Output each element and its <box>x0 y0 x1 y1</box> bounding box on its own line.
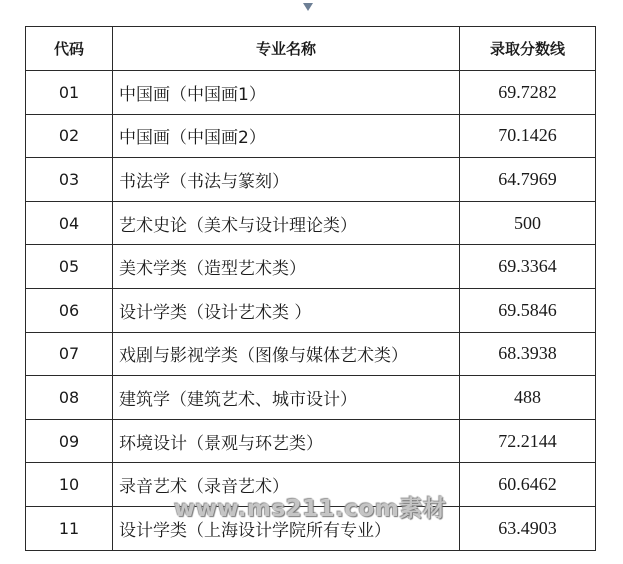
row-code: 10 <box>26 463 113 507</box>
row-major-name: 建筑学（建筑艺术、城市设计） <box>113 376 460 420</box>
caret-down-icon <box>303 3 313 11</box>
header-major-name: 专业名称 <box>113 27 460 71</box>
row-score: 64.7969 <box>460 158 596 202</box>
row-code: 05 <box>26 245 113 289</box>
row-score: 63.4903 <box>460 506 596 550</box>
header-code: 代码 <box>26 27 113 71</box>
table-row <box>26 463 596 507</box>
row-score: 500 <box>460 201 596 245</box>
row-major-name: 录音艺术（录音艺术） <box>113 463 460 507</box>
table-header-row <box>26 27 596 71</box>
table-row <box>26 71 596 115</box>
row-code: 06 <box>26 288 113 332</box>
row-code: 11 <box>26 506 113 550</box>
table-row <box>26 506 596 550</box>
row-score: 69.5846 <box>460 288 596 332</box>
row-major-name: 美术学类（造型艺术类） <box>113 245 460 289</box>
row-major-name: 戏剧与影视学类（图像与媒体艺术类） <box>113 332 460 376</box>
row-major-name: 艺术史论（美术与设计理论类） <box>113 201 460 245</box>
row-major-name: 环境设计（景观与环艺类） <box>113 419 460 463</box>
row-score: 72.2144 <box>460 419 596 463</box>
table-row <box>26 419 596 463</box>
row-code: 08 <box>26 376 113 420</box>
table-row <box>26 201 596 245</box>
header-score: 录取分数线 <box>460 27 596 71</box>
table-row <box>26 114 596 158</box>
row-score: 68.3938 <box>460 332 596 376</box>
row-score: 69.3364 <box>460 245 596 289</box>
row-code: 01 <box>26 71 113 115</box>
table-row <box>26 376 596 420</box>
row-major-name: 中国画（中国画2） <box>113 114 460 158</box>
row-major-name: 书法学（书法与篆刻） <box>113 158 460 202</box>
row-score: 69.7282 <box>460 71 596 115</box>
table-row <box>26 288 596 332</box>
row-score: 488 <box>460 376 596 420</box>
row-major-name: 设计学类（上海设计学院所有专业） <box>113 506 460 550</box>
site-watermark: www.ms211.com素材 <box>174 496 447 522</box>
row-code: 09 <box>26 419 113 463</box>
row-code: 07 <box>26 332 113 376</box>
admission-score-table <box>25 26 596 551</box>
table-row <box>26 245 596 289</box>
row-score: 60.6462 <box>460 463 596 507</box>
table-row <box>26 158 596 202</box>
row-major-name: 中国画（中国画1） <box>113 71 460 115</box>
row-code: 03 <box>26 158 113 202</box>
row-major-name: 设计学类（设计艺术类 ） <box>113 288 460 332</box>
table-row <box>26 332 596 376</box>
row-code: 02 <box>26 114 113 158</box>
row-code: 04 <box>26 201 113 245</box>
row-score: 70.1426 <box>460 114 596 158</box>
